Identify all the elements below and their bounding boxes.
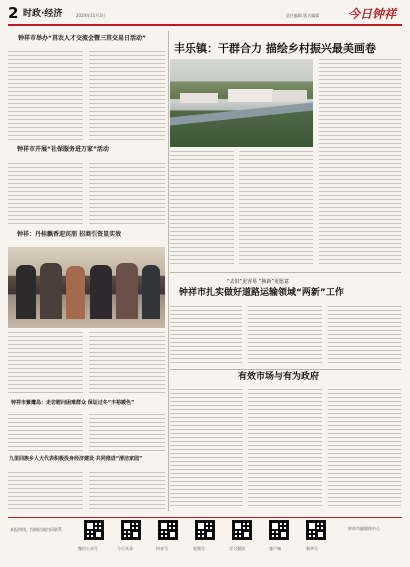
qr-code-4: [195, 520, 215, 540]
article-1-text-col2: [89, 51, 165, 143]
article-5-text: [8, 472, 83, 510]
article-3-text-col2: [89, 332, 165, 399]
date-line: 2024年11月3日: [76, 13, 106, 18]
qr-label-7: 新华号: [306, 546, 318, 551]
event-photo: [8, 247, 165, 328]
article-1-title: 钟祥市举办“莒农人才交流会暨三莒交易日活动”: [18, 35, 146, 42]
work-headline: 钟祥市扎实做好道路运输领域“两新”工作: [179, 288, 344, 298]
main-headline: 丰乐镇：干群合力 描绘乡村振兴最美画卷: [174, 42, 376, 55]
qr-label-6: 客户端: [269, 546, 281, 551]
article-3-text: [8, 332, 83, 399]
footer-rule: [8, 517, 402, 518]
qr-code-7: [306, 520, 326, 540]
article-5-text-col2: [89, 472, 165, 510]
article-5-title: 九里回族乡人大代表积极投身经济建设 共同推进“清洁家园”: [9, 456, 143, 462]
left-column-divider: [168, 31, 169, 511]
market-text-col-3: [328, 389, 401, 511]
section-name: 时政·经济: [23, 9, 63, 19]
article-4-title: 钟祥市紫鹰岛：走访慰问困难群众 保证过冬“丰裕暖色”: [11, 400, 135, 406]
work-text-col-1: [170, 306, 242, 365]
main-text-col-3: [319, 59, 401, 269]
article-1-text: [8, 51, 83, 143]
qr-code-6: [269, 520, 289, 540]
masthead-logo: 今日钟祥: [348, 7, 397, 21]
qr-label-4: 视频号: [193, 546, 205, 551]
article-2-text: [8, 163, 83, 229]
article-4-text: [8, 414, 83, 454]
main-bottom-rule: [170, 272, 401, 273]
qr-code-3: [158, 520, 178, 540]
qr-code-5: [232, 520, 252, 540]
work-bottom-rule: [170, 369, 401, 370]
article-2-title: 钟祥市开展“社保服务进万家”活动: [17, 146, 109, 153]
main-text-col-1: [170, 151, 234, 269]
rural-photo: [170, 59, 313, 147]
main-text-col-2: [239, 151, 313, 269]
work-kicker: “去旧”更容易 “换新”更愿意: [227, 279, 289, 285]
work-text-col-2: [248, 306, 322, 365]
work-text-col-3: [328, 306, 401, 365]
qr-label-2: 今日头条: [117, 546, 133, 551]
article-2-text-col2: [89, 163, 165, 229]
footer-left-text: 本报热线、投稿信箱扫码联系: [10, 527, 62, 532]
market-headline: 有效市场与有为政府: [238, 372, 320, 382]
qr-label-3: 抖音号: [156, 546, 168, 551]
market-text-col-1: [170, 389, 243, 511]
market-text-col-2: [248, 389, 322, 511]
qr-code-2: [121, 520, 141, 540]
page-number: 2: [8, 4, 19, 22]
qr-label-1: 微信公众号: [78, 546, 98, 551]
article-4-text-col2: [89, 414, 165, 454]
header-rule: [8, 24, 402, 26]
qr-code-1: [84, 520, 104, 540]
editor-line: 责任编辑 版式编辑: [286, 13, 320, 18]
qr-label-5: 学习强国: [229, 546, 245, 551]
footer-right-info: 钟祥市融媒体中心: [348, 526, 380, 531]
article-3-title: 钟祥：丹桂飘香迎宾朋 招商引资显实效: [17, 231, 122, 238]
